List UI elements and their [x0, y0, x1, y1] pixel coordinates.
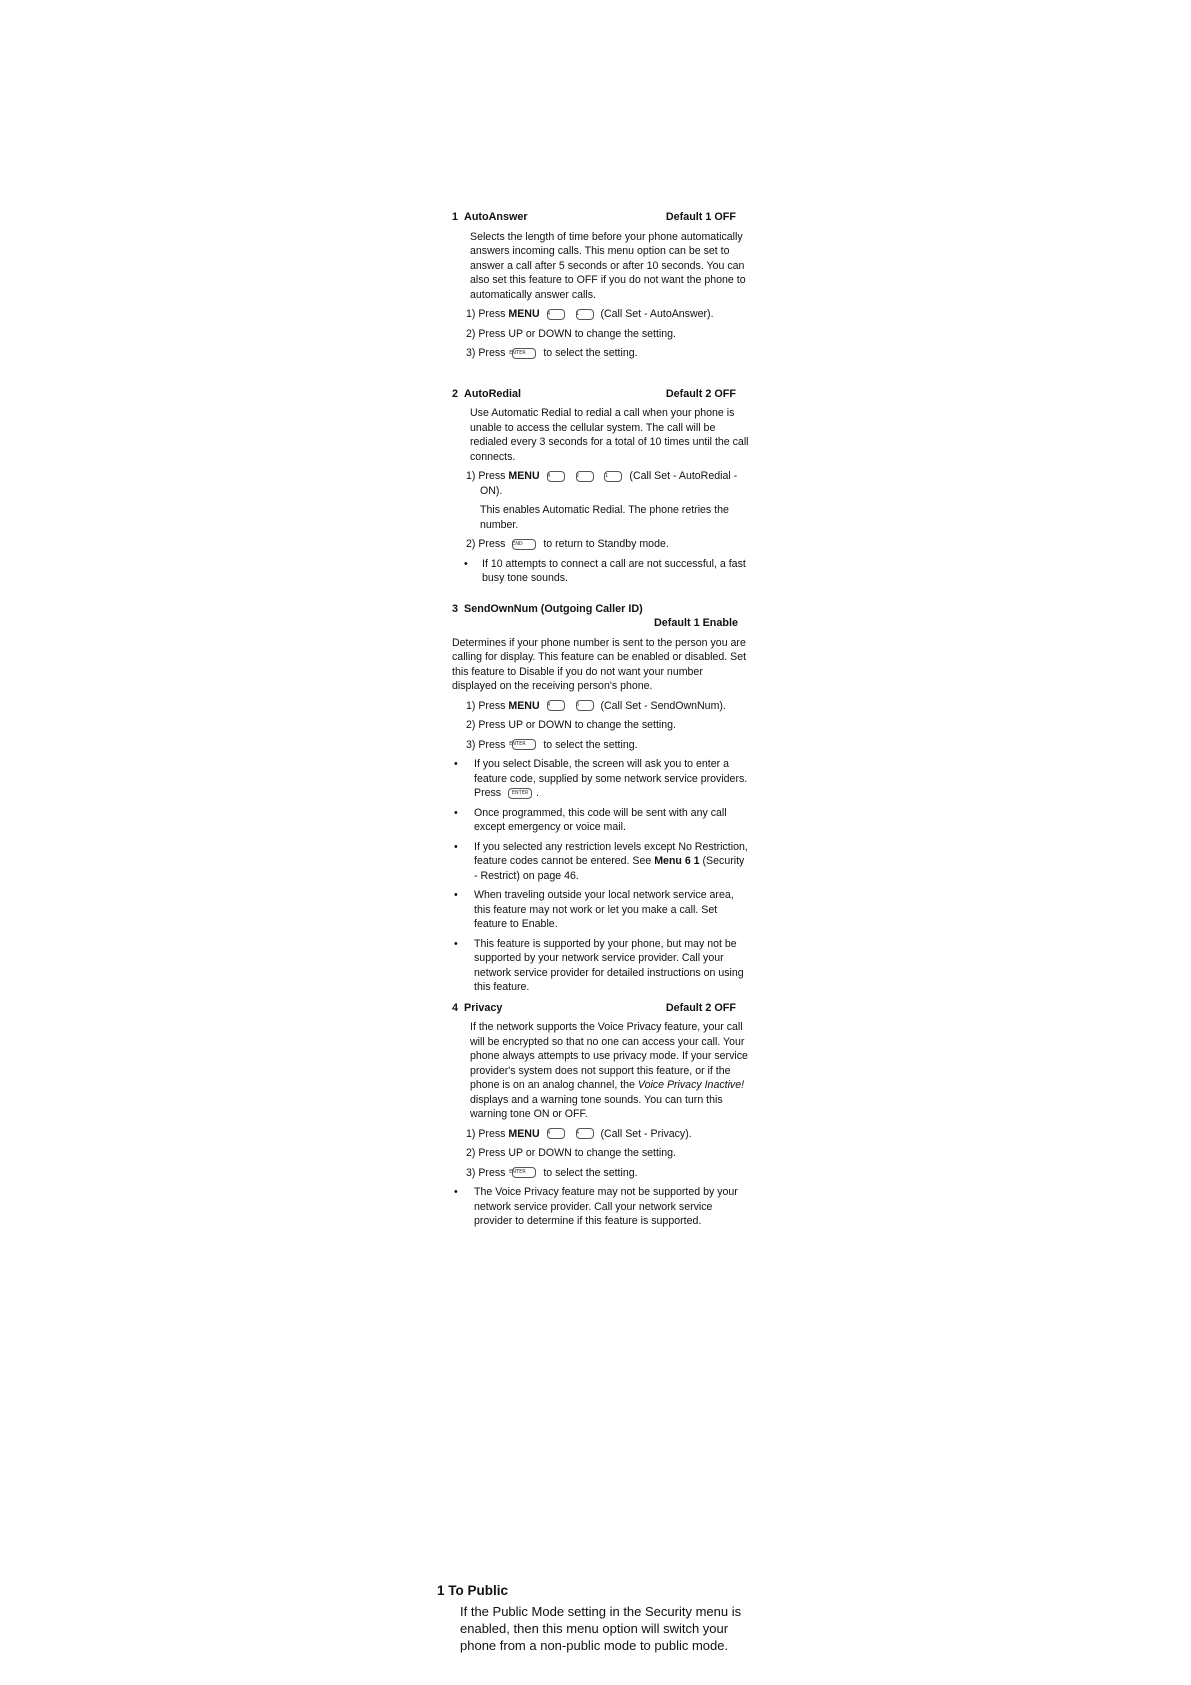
step-1: 1) Press MENU 4 1 (Call Set - AutoAnswer). [466, 308, 714, 320]
manual-column [452, 210, 750, 1234]
menu-label: MENU [508, 699, 540, 712]
key-4-icon: 4 [547, 700, 565, 711]
key-4-icon: 4 [576, 1128, 594, 1139]
section-number: 1 [452, 211, 459, 223]
to-public-description: If the Public Mode setting in the Security menu is enabled, then this menu option will switch your phone from a non-public mode to public mode. [460, 1604, 742, 1653]
step-3: 3) Press ENTER to select the setting. [466, 347, 638, 359]
step-2: 2) Press END to return to Standby mode. [466, 538, 669, 550]
menu-label: MENU [508, 470, 540, 482]
enter-key-icon: ENTER [508, 788, 532, 799]
bullet-item: • If 10 attempts to connect a call are not successful, a fast busy tone sounds. [452, 557, 750, 586]
section-title: SendOwnNum (Outgoing Caller ID) [464, 602, 643, 615]
menu-label: MENU [508, 308, 540, 320]
section-heading [452, 387, 750, 402]
step-2: 2) Press UP or DOWN to change the setting. [466, 1147, 677, 1159]
end-key-icon: END [512, 539, 536, 550]
step-1: 1) Press MENU 4 3 (Call Set - SendOwnNum). [466, 699, 726, 712]
step-2: 2) Press UP or DOWN to change the setting. [466, 327, 677, 340]
section-heading [452, 1001, 750, 1016]
section-title: AutoAnswer [464, 211, 528, 223]
enter-key-icon: ENTER [512, 739, 536, 750]
section-autoanswer [452, 210, 750, 361]
section-description: Selects the length of time before your phone automatically answers incoming calls. This menu option can be set to answer a call after 5 seconds or after 10 seconds. You can also set this feature to OFF if you do not want the phone to automatically answer calls. [470, 230, 746, 301]
bullet-item: • When traveling outside your local network service area, this feature may not work or let you make a call. Set feature to Enable. [452, 888, 750, 932]
key-1-icon: 1 [576, 309, 594, 320]
step-1: 1) Press MENU 4 2 1 (Call Set - AutoRedial - ON). This enables Automatic Redial. The phone retries the number. [480, 469, 750, 532]
section-title: Privacy [464, 1001, 503, 1014]
section-autoredial [452, 387, 750, 586]
section-heading [452, 210, 750, 225]
section-description: Determines if your phone number is sent to the person you are calling for display. This feature can be enabled or disabled. Set this feature to Disable if you do not want your number displayed on the receiving person's phone. [452, 636, 747, 692]
step-3: 3) Press ENTER to select the setting. [466, 1166, 638, 1179]
step-note: This enables Automatic Redial. The phone retries the number. [480, 504, 729, 531]
key-4-icon: 4 [547, 471, 565, 482]
section-description: If the network supports the Voice Privacy feature, your call will be encrypted so that no one can access your call. Your phone always attempts to use privacy mode. If your service provider's system does not support this feature, or if the phone is on an analog channel, the Voice Privacy Inactive! displays and a warning tone sounds. You can turn this warning tone ON or OFF. [470, 1021, 748, 1120]
key-4-icon: 4 [547, 1128, 565, 1139]
enter-key-icon: ENTER [512, 348, 536, 359]
key-4-icon: 4 [547, 309, 565, 320]
default-value: Default 2 OFF [665, 1001, 736, 1014]
menu-reference: Menu 6 1 [654, 855, 700, 867]
section-privacy [452, 1001, 750, 1229]
enter-key-icon: ENTER [512, 1167, 536, 1178]
step-1: 1) Press MENU 4 4 (Call Set - Privacy). [466, 1127, 692, 1140]
key-3-icon: 3 [576, 700, 594, 711]
to-public-heading: 1 To Public [437, 1583, 509, 1598]
default-value: Default 1 Enable [654, 617, 738, 629]
step-2: 2) Press UP or DOWN to change the setting. [466, 719, 677, 731]
section-description: Use Automatic Redial to redial a call when your phone is unable to access the cellular system. The call will be redialed every 3 seconds for a total of 10 times until the call connects. [470, 407, 749, 463]
section-title: AutoRedial [464, 387, 521, 400]
key-1-icon: 1 [604, 471, 622, 482]
default-value: Default 2 OFF [665, 387, 736, 400]
step-3: 3) Press ENTER to select the setting. [466, 738, 638, 751]
section-number: 4 [452, 1001, 459, 1014]
bullet-item: • This feature is supported by your phone, but may not be supported by your network service provider. Call your network service provider for detailed instructions on using this feature. [452, 937, 750, 995]
section-number: 2 [452, 387, 459, 400]
section-heading [452, 602, 750, 631]
default-value: Default 1 OFF [665, 211, 736, 223]
bullet-item: • If you selected any restriction levels except No Restriction, feature codes cannot be entered. See Menu 6 1 (Security - Restrict) on page 46. [452, 840, 750, 884]
bullet-item: • Once programmed, this code will be sent with any call except emergency or voice mail. [452, 806, 750, 835]
key-2-icon: 2 [576, 471, 594, 482]
section-sendownnum [452, 602, 750, 995]
display-message: Voice Privacy Inactive! [637, 1079, 745, 1091]
bullet-item: • The Voice Privacy feature may not be supported by your network service provider. Call your network service provider to determine if this feature is supported. [452, 1185, 750, 1229]
section-number: 3 [452, 602, 459, 615]
bullet-item: • If you select Disable, the screen will ask you to enter a feature code, supplied by some network service providers. Press ENTER . [452, 757, 750, 801]
menu-label: MENU [508, 1127, 540, 1140]
